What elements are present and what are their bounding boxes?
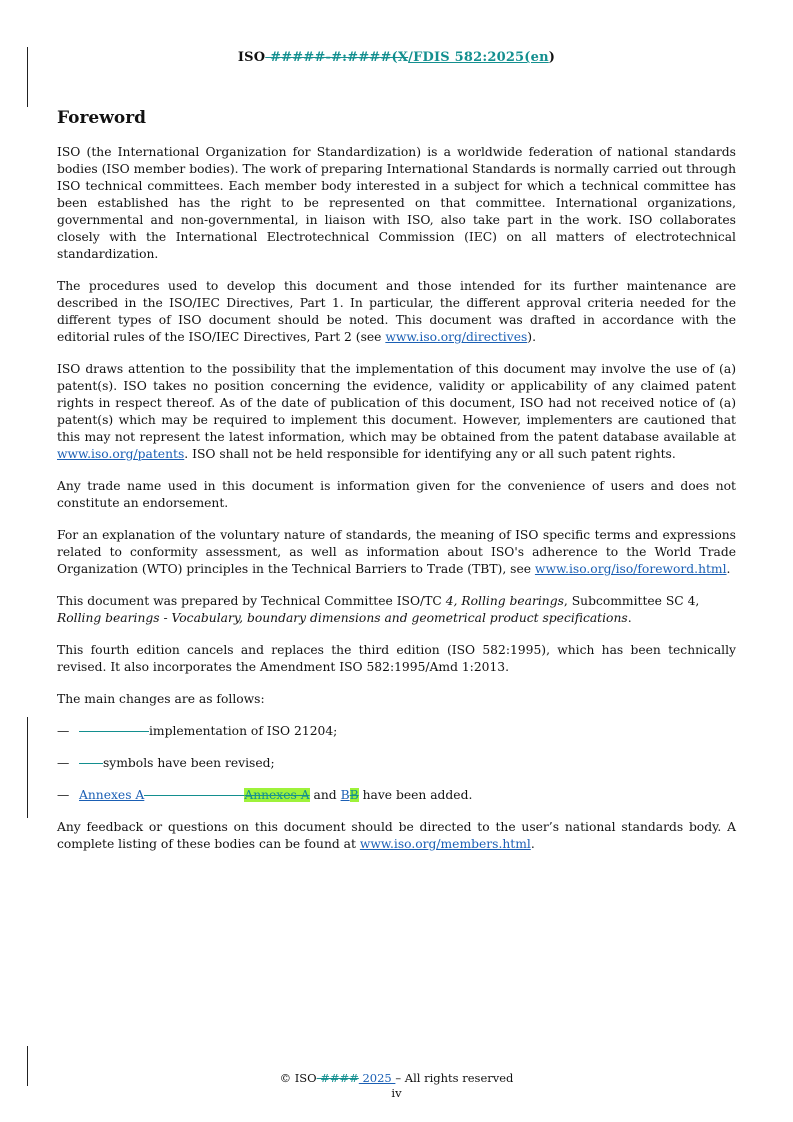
paragraph-text: Any feedback or questions on this document should be directed to the user’s national standards body. A complete listing of these bodies can be found at [57,820,736,851]
directives-link[interactable]: www.iso.org/directives [385,330,528,344]
deleted-text-marker [79,731,149,732]
header-inserted-text: /FDIS 582:2025(en [408,50,549,65]
deleted-text-marker [79,763,103,764]
list-item-text: and [309,788,341,802]
paragraph-text: . [530,837,535,851]
paragraph-procedures [57,278,736,346]
list-item-text: have been added. [358,788,473,802]
paragraph-text: For an explanation of the voluntary nature of standards, the meaning of ISO specific terms and expressions related to conformity assessment, as well as information about ISO's adherence to the World Trade Organization (WTO) principles in the Technical Barriers to Trade (TBT), see [57,528,736,576]
foreword-content [57,108,736,868]
annex-b-inserted-link[interactable]: B [340,788,350,802]
paragraph-text: ). [527,330,536,344]
copyright-prefix: © ISO [279,1071,317,1085]
changes-list [57,723,736,804]
list-item [57,723,736,740]
paragraph-changes-intro: The main changes are as follows: [57,692,265,706]
paragraph-committee [57,593,736,627]
document-header [0,50,793,65]
deleted-text-marker [144,795,244,796]
paragraph-trade-name: Any trade name used in this document is information given for the convenience of users and does not constitute an endorsement. [57,479,736,510]
header-prefix: ISO [237,50,266,65]
footer-rights: – All rights reserved [395,1071,514,1085]
committee-name: 4, Rolling bearings [445,594,564,608]
annex-a-deleted: Annexes A [244,788,310,802]
change-bar-list [27,717,28,818]
paragraph-text: This document was prepared by Technical Committee ISO/TC [57,594,446,608]
paragraph-text: , Subcommittee SC 4, [563,594,700,608]
page-footer [0,1071,793,1101]
annex-a-inserted-link[interactable]: Annexes A [79,788,145,802]
paragraph-feedback [57,819,736,853]
footer-inserted-year: 2025 [358,1071,396,1085]
list-item [57,787,736,804]
paragraph-text: . ISO shall not be held responsible for identifying any or all such patent rights. [184,447,676,461]
subcommittee-name: Rolling bearings - Vocabulary, boundary dimensions and geometrical product specifications [57,611,628,625]
paragraph-text: The procedures used to develop this document and those intended for its further maintenance are described in the ISO/IEC Directives, Part 1. In particular, the different approval criteria needed for the different types of ISO document should be noted. This document was drafted in accordance with the editorial rules of the ISO/IEC Directives, Part 2 (see [57,279,736,344]
paragraph-patents [57,361,736,463]
list-dash: — [57,724,70,738]
paragraph-iso-intro: ISO (the International Organization for Standardization) is a worldwide federation of national standards bodies (ISO member bodies). The work of preparing International Standards is normally carried out through ISO technical committees. Each member body interested in a subject for which a technical committee has been established has the right to be represented on that committee. International organizations, governmental and non-governmental, in liaison with ISO, also take part in the work. ISO collaborates closely with the International Electrotechnical Commission (IEC) on all matters of electrotechnical standardization. [57,145,736,261]
list-item [57,755,736,772]
list-dash: — [57,788,70,802]
copyright-line [0,1071,793,1086]
header-deleted-text: #####-#:####(X [265,50,409,65]
list-item-text: implementation of ISO 21204; [149,724,338,738]
paragraph-text: . [726,562,731,576]
header-suffix: ) [548,50,556,65]
page-number: iv [391,1086,402,1100]
footer-deleted-year: #### [316,1071,359,1085]
members-link[interactable]: www.iso.org/members.html [359,837,531,851]
patents-link[interactable]: www.iso.org/patents [57,447,185,461]
paragraph-edition: This fourth edition cancels and replaces the third edition (ISO 582:1995), which has been technically revised. It also incorporates the Amendment ISO 582:1995/Amd 1:2013. [57,643,736,674]
paragraph-voluntary-nature [57,527,736,578]
list-dash: — [57,756,70,770]
paragraph-text: ISO draws attention to the possibility that the implementation of this document may involve the use of (a) patent(s). ISO takes no position concerning the evidence, validity or applicability of any claimed patent rights in respect thereof. As of the date of publication of this document, ISO had not received notice of (a) patent(s) which may be required to implement this document. However, implementers are cautioned that this may not represent the latest information, which may be obtained from the patent database available at [57,362,736,444]
paragraph-text: . [627,611,632,625]
annex-b-deleted: B [349,788,359,802]
list-item-text: symbols have been revised; [103,756,275,770]
page-title: Foreword [57,108,147,128]
foreword-link[interactable]: www.iso.org/iso/foreword.html [534,562,727,576]
